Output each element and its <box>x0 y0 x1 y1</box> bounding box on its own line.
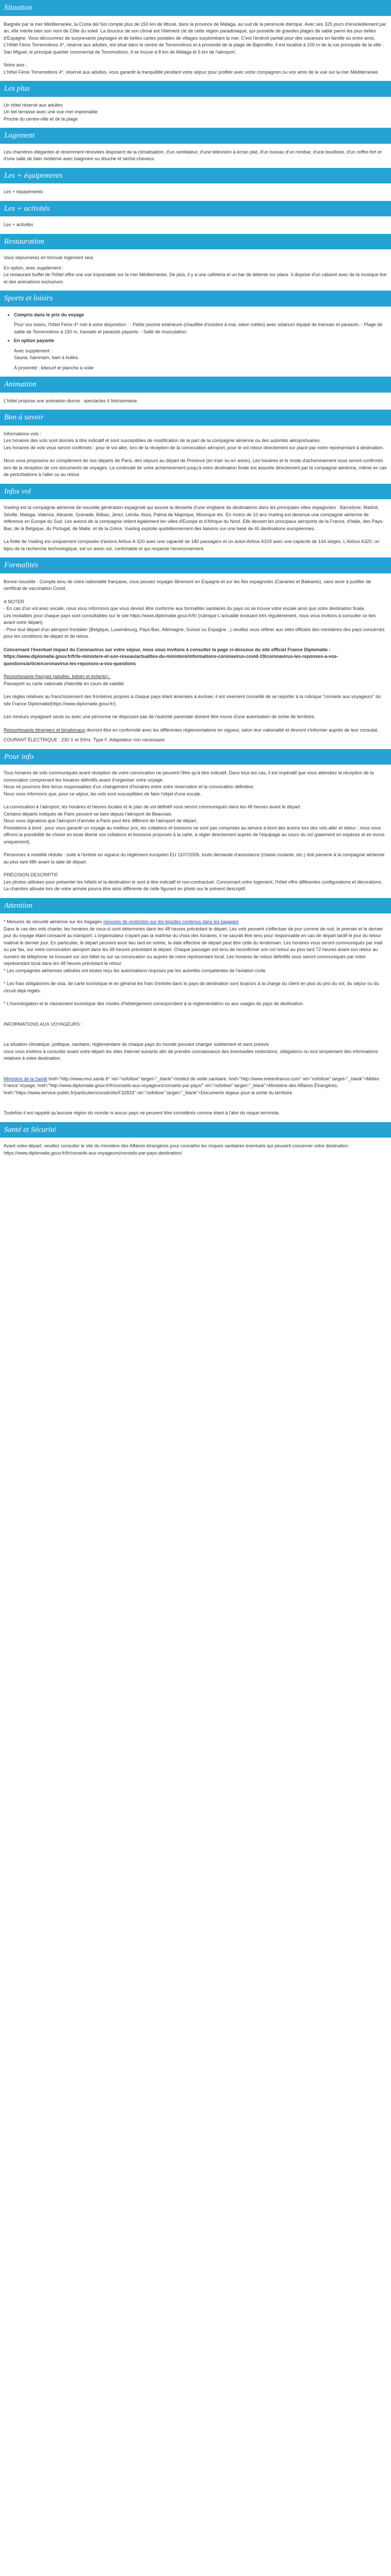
situation-description: Baignée par la mer Méditerranée, la Costa del Sol compte plus de 150 km de littoral, dans la province de Málaga, au sud de la péninsule ibérique. Avec ses 325 jours d'ensoleillement par an, elle mérite bien son nom de Côte du soleil. La douceur de son climat est l'élément clé de cette région paradisiaque, qui possède de grandes plages de sable parmi les plus belles d'Espagne. Vous découvrirez de surprenants paysages et de belles cartes postales de villages surplombant la mer. C'est l'endroit parfait pour des vacances en famille ou entre amis. L'Hôtel Fénix Torremolinos 4*, réservé aux adultes, est situé dans le centre de Torremolinos et à proximité de la plage de Bajondillo. Il est localisé à 100 m de la rue principale de la ville : San Miguel, le principal quartier commercial de Torremolinos. Il se trouve à 8 km de Málaga et 5 km de l'aéroport. <box>4 21 386 55</box>
arrival-airport-info: Nous vous signalons que l'aéroport d'arrivée à Paris peut être différent de l'aéroport de départ. <box>4 818 198 823</box>
list-item: Un bel terrasse avec une vue mer imprenable <box>4 109 98 114</box>
animation-text: L'hôtel propose une animation diurne : spectacles 4 fois/semaine. <box>4 398 138 403</box>
beauvais-info: Certains départs indiqués de Paris peuvent se faire depuis l'aéroport de Beauvais. <box>4 811 173 817</box>
charter-schedule-text: Dans le cas des vols charter, les horaires de ceux-ci sont déterminés dans les 48 heures précédant le départ. Les vols peuvent s'effectuer de jour comme de nuit, le premier et le dernier jour du voyage étant consacré au transport. L'organisateur n'ayant pas la maîtrise du choix des horaires, il ne saurait être tenu pour responsable en cas de départ tardif le jour du retour matinal le dernier jour. En particulier, le départ peuvent avoir lieu tard en soirée, la date effective de départ peut être celle du lendemain. Les horaires vous seront communiqués par mail ou par fax, sur votre convocation aéroport dans les 48 heures précédant le départ. Chaque passager est tenu de reconfirmer son vol retour au plus tard 72 heures avant son retour au numéro de téléphone se trouvant sur son billet ou sur sa convocation ou auprès de notre représentant local. Les horaires de retour définitifs vous seront communiqués par notre représentant local dans les 48 heures précédant le retour. <box>4 926 383 966</box>
section-situation <box>0 0 391 76</box>
section-pour-info <box>0 749 391 893</box>
health-security-text: Avant votre départ, veuillez consulter le site du ministère des Affaires étrangères pour connaître les risques sanitaires éventuels qui peuvent concerner votre destination : https://www.diplomatie.gouv.fr/fr/conseils-aux-voyageurs/conseils-par-pays-destination/ <box>4 1143 351 1156</box>
section-formalites <box>0 557 391 744</box>
coronavirus-notice: Concernant l'éventuel impact du Coronavirus sur votre séjour, nous vous invitons à consulter la page ci-dessous du site officiel France Diplomatie : <box>4 647 331 652</box>
accommodation-rating-text: * L'homologation et le classement touristique des modes d'hébergement correspondent à la réglementation ou aux usages du pays de destination. <box>4 1001 304 1006</box>
flight-info-text-1: Les horaires des vols sont donnés à titre indicatif et sont susceptibles de modification de la part de la compagnie aérienne ou des autorités aéroportuaires. <box>4 438 321 443</box>
activites-text: Les + activités <box>4 222 34 227</box>
sports-included-label: Compris dans le prix du voyage <box>14 312 85 317</box>
list-item: Un hôtel réservé aux adultes <box>4 102 63 108</box>
section-title-activites: Les + activités <box>0 201 391 217</box>
section-equipements <box>0 168 391 196</box>
airline-authorization-text: * Les compagnies aériennes utilisées ont toutes reçu les autorisations requises par les autorités compétentes de l'aviation civile. <box>4 968 267 973</box>
border-rules-text: Les règles relatives au franchissement des frontières propres à chaque pays étant amenées à évoluer, il est vivement conseillé de se reporter à la rubrique "conseils aux voyageurs" du site France Diplomatie(https://www.diplomatie.gouv.fr/). <box>4 694 381 706</box>
list-item: Proche du centre-ville et de la plage <box>4 116 78 122</box>
sports-optional <box>14 337 387 371</box>
section-sports <box>0 291 391 371</box>
situation-change-text: La situation climatique, politique, sanitaire, réglementaire de chaque pays du monde pouvant changer subitement et sans préavis <box>4 1042 269 1047</box>
section-title-logement: Logement <box>0 128 391 144</box>
description-precision-text: Les photos utilisées pour présenter les hôtels et la destination le sont à titre indicatif et non-contractuel. Concernant votre logement, l'hôtel offre différentes configurations et décorations. La chambre allouée lors de votre arrivée pourra être ainsi différente de celle figurant en photo sur le présent descriptif. <box>4 879 383 891</box>
onboard-services-info: Prestations à bord : pour vous garantir un voyage au meilleur prix, les collations et boissons ne sont pas comprises au service à bord des avions lors des vols aller et retour ; nous vous offrons la possibilité de choisir en toute liberté vos collations et boissons proposés à la carte, à régler directement auprès de l'équipage au cours du vol (paiement en espèces et en euros uniquement). <box>4 825 385 844</box>
section-title-situation: Situation <box>0 0 391 16</box>
section-title-formalites: Formalités <box>0 557 391 573</box>
section-infos-vol <box>0 484 391 553</box>
situation-opinion-title: Notre avis : <box>4 62 27 67</box>
sports-nearby: À proximité : kitesurf et planche à voile <box>14 365 94 370</box>
reduced-mobility-info: Personnes à mobilité réduite : suite à l'entrée en vigueur du règlement européen EU 1107/2006, toute demande d'assistance (chaise roulante, etc.) doit parvenir à la compagnie aérienne au plus tard 48h avant la date de départ. <box>4 852 385 865</box>
section-logement <box>0 128 391 163</box>
sports-included <box>14 312 387 336</box>
section-attention <box>0 898 391 1117</box>
section-title-infos-vol: Infos vol <box>0 484 391 500</box>
description-precision-title: PRÉCISION DESCRIPTIF <box>4 872 58 877</box>
province-departures-text: Nous vous proposons en complément de nos départs de Paris, des séjours au départ de Province (en train ou en avion). Les horaires et le mode d'acheminement vous seront confirmés lors de la réception de vos documents de voyages. La continuité de votre acheminement jusqu'à votre destination finale est assurée directement par la compagnie aérienne, même en cas de perturbations à l'aller ou au retour. <box>4 458 387 477</box>
section-title-sports: Sports et loisirs <box>0 291 391 307</box>
section-activites <box>0 201 391 229</box>
health-ministry-link[interactable]: Ministère de la Santé <box>4 1076 47 1081</box>
useful-links-text: href="http://www.invs.sante.fr" rel="nofollow" target="_blank">Institut de veille sanitaire, href="http://www.meteofrance.com" rel="nofollow" target="_blank">Météo France Voyage, href="http://www.diplomatie.gouv.fr/fr/conseils-aux-voyageurs/conseils-par-pays/" rel="nofollow" target="_blank">Ministère des Affaires Étrangères, href="https://www.service-public.fr/particuliers/vosdroits/F32833" rel="nofollow" target="_blank">Documents légaux pour la sortie du territoire. <box>4 1076 380 1095</box>
terrorism-risk-text: Toutefois il est rappelé qu'aucune région du monde ni aucun pays ne peuvent être considérés comme étant à l'abri du risque terroriste. <box>4 1110 280 1115</box>
flight-info-title: Informations vols : <box>4 431 42 436</box>
convocation-info: La convocation à l'aéroport, les horaires et heures locales et le plan de vol définitif vous seront communiqués dans les 48 heures avant le départ. <box>4 804 302 809</box>
section-title-attention: Attention <box>0 898 391 914</box>
fleet-description: La flotte de Vueling est uniquement composée d'avions Airbus A-320 avec une capacité de 180 passagers et un avion Airbus A319 avec une capacité de 144 sièges. L'Airbus A320, un bijou de la recherche technologique, est un avion sûr, confortable et qui respecte l'environnement. <box>4 539 380 551</box>
section-restauration <box>0 234 391 286</box>
sports-optional-items: Sauna, hammam, bain à bulles. <box>14 355 79 360</box>
stopover-info: Nous vous informons que, pour ce séjour, les vols sont susceptibles de faire l'objet d'une escale. <box>4 791 202 796</box>
sports-optional-label: En option payante <box>14 338 55 343</box>
french-nationals-text: Passeport ou carte nationale d'identité en cours de validité. <box>4 681 125 686</box>
formalities-note-line: - Pour tout départ d'un aéroport frontalier (Belgique, Luxembourg, Pays-Bas, Allemagne, Suisse ou Espagne...) veuillez vous référer aux sites officiels des ministères des pays concernés pour les conditions de départ et de retour. <box>4 626 385 639</box>
section-title-plus: Les plus <box>0 81 391 97</box>
restauration-option-label: En option, avec supplément : <box>4 265 64 270</box>
baggage-security-text: * Mesures de sécurité aérienne sur les bagages <box>4 919 104 924</box>
foreign-nationals-title: Ressortissants étrangers et binationaux <box>4 727 86 733</box>
section-title-animation: Animation <box>0 377 391 393</box>
visa-fees-text: * Les frais obligatoires de visa, de carte touristique et en général les frais d'entrée dans le pays de destination sont toujours à la charge du client en plus du prix du vol, du séjour ou du circuit déjà réglés. <box>4 981 379 993</box>
section-animation <box>0 377 391 404</box>
formalities-note-line: - En cas d'un vol avec escale, nous vous informons que vous devrez être conforme aux formalités sanitaires du pays où se trouve votre escale ainsi que votre destination finale. <box>4 606 366 611</box>
section-title-pour-info: Pour info <box>0 749 391 765</box>
formalities-note-title: A NOTER <box>4 599 24 604</box>
section-title-restauration: Restauration <box>0 234 391 250</box>
logement-description: Les chambres élégantes et récemment rénovées disposent de la climatisation, d'un ventilateur, d'une télévision à écran plat, d'un bureau d'un minibar, d'une bouilloire, d'un coffre-fort et d'une salle de bain moderne avec baignoire ou douche et sèche-cheveux. <box>4 149 382 161</box>
coronavirus-link[interactable]: https://www.diplomatie.gouv.fr/fr/le-ministere-et-son-reseau/actualites-du-ministere/informations-coronavirus-covid-19/coronavirus-les-reponses-a-vos-questions/article/coronavirus-les-reponses-a-vos-questions <box>4 654 338 666</box>
electric-current-text: COURANT ÉLECTRIQUE : 230 V et 50Hz. Type F. Adaptateur non nécessaire. <box>4 737 166 742</box>
section-title-bon-a-savoir: Bon à savoir <box>0 410 391 426</box>
minors-text: Les mineurs voyageant seuls ou avec une personne ne disposant pas de l'autorité parentale doivent être munis d'une autorisation de sortie de territoire. <box>4 714 316 719</box>
airline-description: Vueling est la compagnie aérienne de nouvelle génération espagnole qui assure la desserte d'une vingtaine de destinations dans les principales villes espagnoles : Barcelone, Madrid, Séville, Malaga, Valence, Alicante, Grenade, Bilbao, Jerez, Lérida, Ibiza, Palma de Majorque, Minorque etc. En moins de 10 ans Vueling est devenue une compagnie aérienne de référence en Europe du Sud. Les avions de la compagnie relient également les villes d'Europe et d'Afrique du Nord. Elle dessert les principaux aéroports de la France, d'Italie, des Pays-Bas, de la Belgique, du Portugal, de Malte, et de la Grèce. Vueling exploite quotidiennement des liaisons sur une base de 40 destinations européennes. <box>4 505 384 531</box>
sports-list <box>4 312 387 372</box>
section-plus <box>0 81 391 123</box>
schedule-responsibility: Nous ne pourrons être tenus responsables d'un changement d'horaires entre votre réservation et la convocation définitive. <box>4 784 255 789</box>
schedule-info: Tous horaires de vols communiqués avant réception de votre convocation ne peuvent l'être qu'à titre indicatif. Dans tous les cas, il est impératif que vous attendiez la réception de la convocation comprenant les horaires définitifs avant d'organiser votre voyage. <box>4 770 374 783</box>
foreign-nationals-text: devront être en conformité avec les différentes réglementations en vigueur, selon leur nationalité et devront s'informer auprès de leur consulat. <box>86 727 379 733</box>
section-sante-securite <box>0 1122 391 1157</box>
sports-optional-supplement: Avec supplément : <box>14 348 52 353</box>
french-nationals-title: Ressortissants français (adultes, bébés et enfants) : <box>4 674 111 679</box>
liquids-restriction-link[interactable]: mesures de restriction sur les liquides contenus dans les bagages <box>103 919 239 924</box>
section-title-sante-securite: Santé et Sécurité <box>0 1122 391 1138</box>
situation-opinion: L'hôtel Fénix Torremolinos 4*, réservé aux adultes, vous garantit la tranquillité pendant votre séjour pour profiter avec votre compagnon ou vos amis de la vue sur la mer Méditerranée. <box>4 69 379 75</box>
traveler-info-title: INFORMATIONS AUX VOYAGEURS : <box>4 1021 83 1027</box>
restauration-description: Le restaurant buffet de l'hôtel offre une vue imprenable sur la mer Méditerranée. De plus, il y a une cafétéria et un bar de détente sur place. Il dispose d'un cabaret avec de la musique live et des animations exclusives. <box>4 272 387 284</box>
section-bon-a-savoir <box>0 410 391 479</box>
flight-info-text-2: Les horaires de vols vous seront confirmés : pour le vol aller, lors de la réception de la convocation aéroport, pour le vol retour directement sur place par notre représentant à destination. <box>4 445 384 450</box>
consult-sites-text: nous vous invitons à consulter avant votre départ les sites Internet suivants afin de prendre connaissance des éventuelles restrictions, obligations ou tout simplement des informations relatives à votre destination. <box>4 1048 378 1061</box>
equipements-text: Les + équipements <box>4 189 43 194</box>
restauration-formula: Vous séjournerez en formule logement seul. <box>4 255 94 260</box>
formalities-note-line: Les modalités pour chaque pays sont consultables sur le site https://www.diplomatie.gouv.fr/fr/ (rubrique L'actualité évoluant très régulièrement, nous vous invitons à consulter ce lien avant votre départ) <box>4 613 376 625</box>
formalities-good-news: Bonne nouvelle : Compte tenu de votre nationalité française, vous pouvez voyager librement en Espagne et sur les îles espagnoles (Canaries et Baléares), sans avoir à justifier de certificat de vaccination Covid. <box>4 579 371 591</box>
sports-included-text: Pour vos loisirs, l'hôtel Fénix 4* met à votre disposition : - Petite piscine extérieure (chauffée d'octobre à mai, selon météo) avec solarium équipé de transats et parasols. - Plage de sable de Torremolinos à 150 m, transats et parasols payants. - Salle de musculation. <box>14 322 383 334</box>
section-title-equipements: Les + équipements <box>0 168 391 184</box>
